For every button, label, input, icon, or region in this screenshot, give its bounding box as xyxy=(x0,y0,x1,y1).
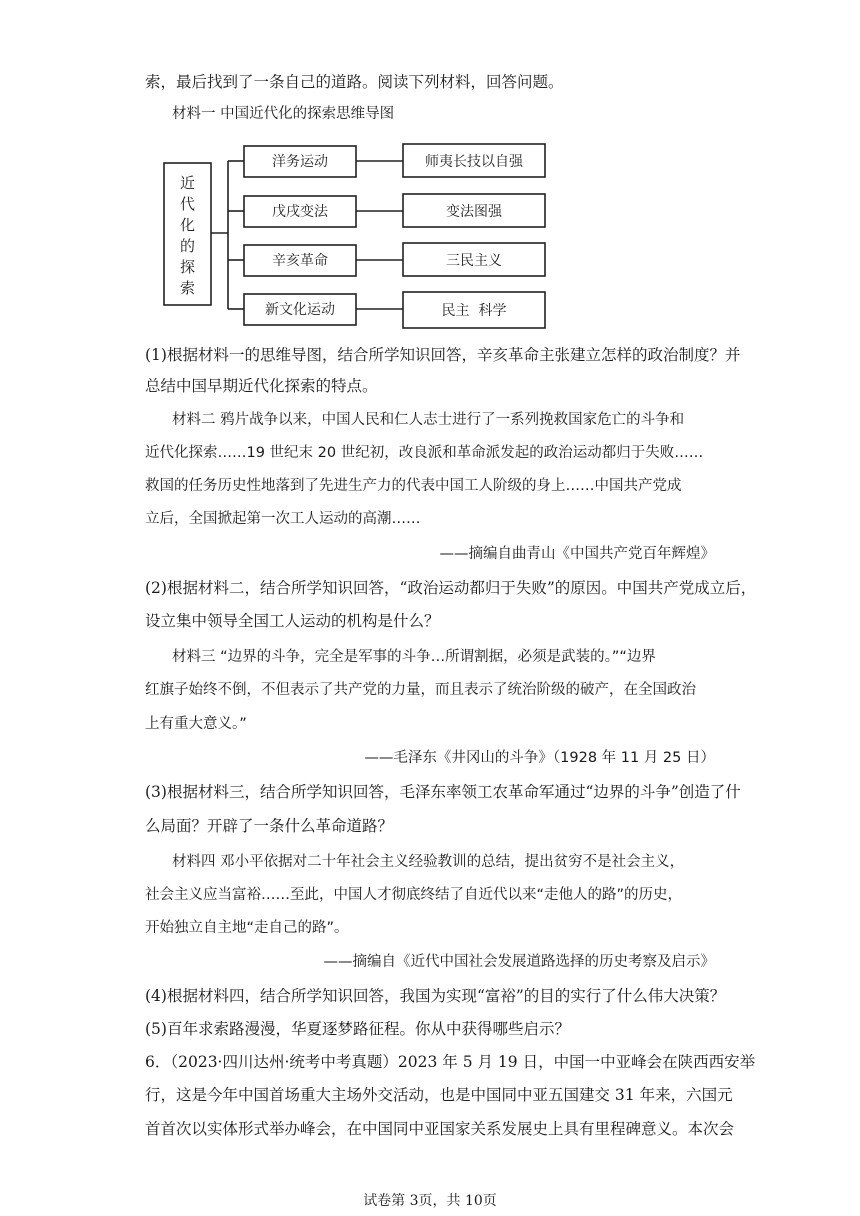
question-1-line: 总结中国早期近代化探索的特点。 xyxy=(145,377,378,395)
page-footer: 试卷第 3页，共 10页 xyxy=(363,1193,497,1209)
idea-label: 民主 科学 xyxy=(441,303,507,319)
root-char: 化 xyxy=(179,216,196,234)
event-label: 新文化运动 xyxy=(265,302,335,318)
root-char: 代 xyxy=(179,195,196,213)
material3-line: 材料三 “边界的斗争，完全是军事的斗争…所谓割据，必须是武装的。”“边界 xyxy=(172,649,656,665)
root-char: 探 xyxy=(179,258,196,276)
material2-line: 材料二 鸦片战争以来，中国人民和仁人志士进行了一系列挽救国家危亡的斗争和 xyxy=(172,412,685,428)
material3-source: ——毛泽东《井冈山的斗争》（1928 年 11 月 25 日） xyxy=(364,750,715,766)
root-char: 索 xyxy=(179,279,196,297)
root-char: 的 xyxy=(179,237,196,255)
material2-line: 立后，全国掀起第一次工人运动的高潮…… xyxy=(145,511,421,527)
material2-source: ——摘编自曲青山《中国共产党百年辉煌》 xyxy=(439,546,715,562)
material3-line: 上有重大意义。” xyxy=(145,716,247,732)
question-2-line: 设立集中领导全国工人运动的机构是什么？ xyxy=(145,612,440,630)
material4-line: 开始独立自主地“走自己的路”。 xyxy=(145,920,349,936)
material3-line: 红旗子始终不倒，不但表示了共产党的力量，而且表示了统治阶级的破产，在全国政治 xyxy=(145,682,696,698)
question-3-line: (3)根据材料三，结合所学知识回答，毛泽东率领工农革命军通过“边界的斗争”创造了什 xyxy=(145,783,741,801)
idea-label: 变法图强 xyxy=(446,204,502,220)
question-4: (4)根据材料四，结合所学知识回答，我国为实现“富裕”的目的实行了什么伟大决策？ xyxy=(145,987,726,1005)
event-label: 辛亥革命 xyxy=(272,253,328,269)
material4-source: ——摘编自《近代中国社会发展道路选择的历史考察及启示》 xyxy=(323,954,715,970)
question-6-line: 行，这是今年中国首场重大主场外交活动，也是中国同中亚五国建交 31 年来，六国元 xyxy=(145,1086,733,1104)
event-label: 洋务运动 xyxy=(272,154,328,170)
question-5: (5)百年求索路漫漫，华夏逐梦路征程。你从中获得哪些启示？ xyxy=(145,1020,570,1038)
question-1-line: (1)根据材料一的思维导图，结合所学知识回答，辛亥革命主张建立怎样的政治制度？并 xyxy=(145,346,741,364)
material1-heading: 材料一 中国近代化的探索思维导图 xyxy=(172,106,395,122)
root-char: 近 xyxy=(179,174,196,192)
idea-label: 师夷长技以自强 xyxy=(425,154,523,170)
idea-label: 三民主义 xyxy=(446,253,502,269)
question-6-line: 6．（2023·四川达州·统考中考真题）2023 年 5 月 19 日，中国一中亚峰会在陕西西安举 xyxy=(145,1053,756,1071)
material2-line: 救国的任务历史性地落到了先进生产力的代表中国工人阶级的身上……中国共产党成 xyxy=(145,478,682,494)
question-6-line: 首首次以实体形式举办峰会，在中国同中亚国家关系发展史上具有里程碑意义。本次会 xyxy=(145,1120,735,1138)
mind-map-diagram xyxy=(160,140,550,332)
intro-line: 索，最后找到了一条自己的道路。阅读下列材料，回答问题。 xyxy=(145,73,564,91)
material4-line: 社会主义应当富裕……至此，中国人才彻底终结了自近代以来“走他人的路”的历史， xyxy=(145,887,683,903)
event-label: 戊戌变法 xyxy=(272,204,328,220)
material2-line: 近代化探索……19 世纪末 20 世纪初，改良派和革命派发起的政治运动都归于失败…… xyxy=(145,445,704,461)
material4-line: 材料四 邓小平依据对二十年社会主义经验教训的总结，提出贫穷不是社会主义， xyxy=(172,854,685,870)
question-3-line: 么局面？开辟了一条什么革命道路？ xyxy=(145,817,394,835)
question-2-line: (2)根据材料二，结合所学知识回答，“政治运动都归于失败”的原因。中国共产党成立后， xyxy=(145,579,757,597)
